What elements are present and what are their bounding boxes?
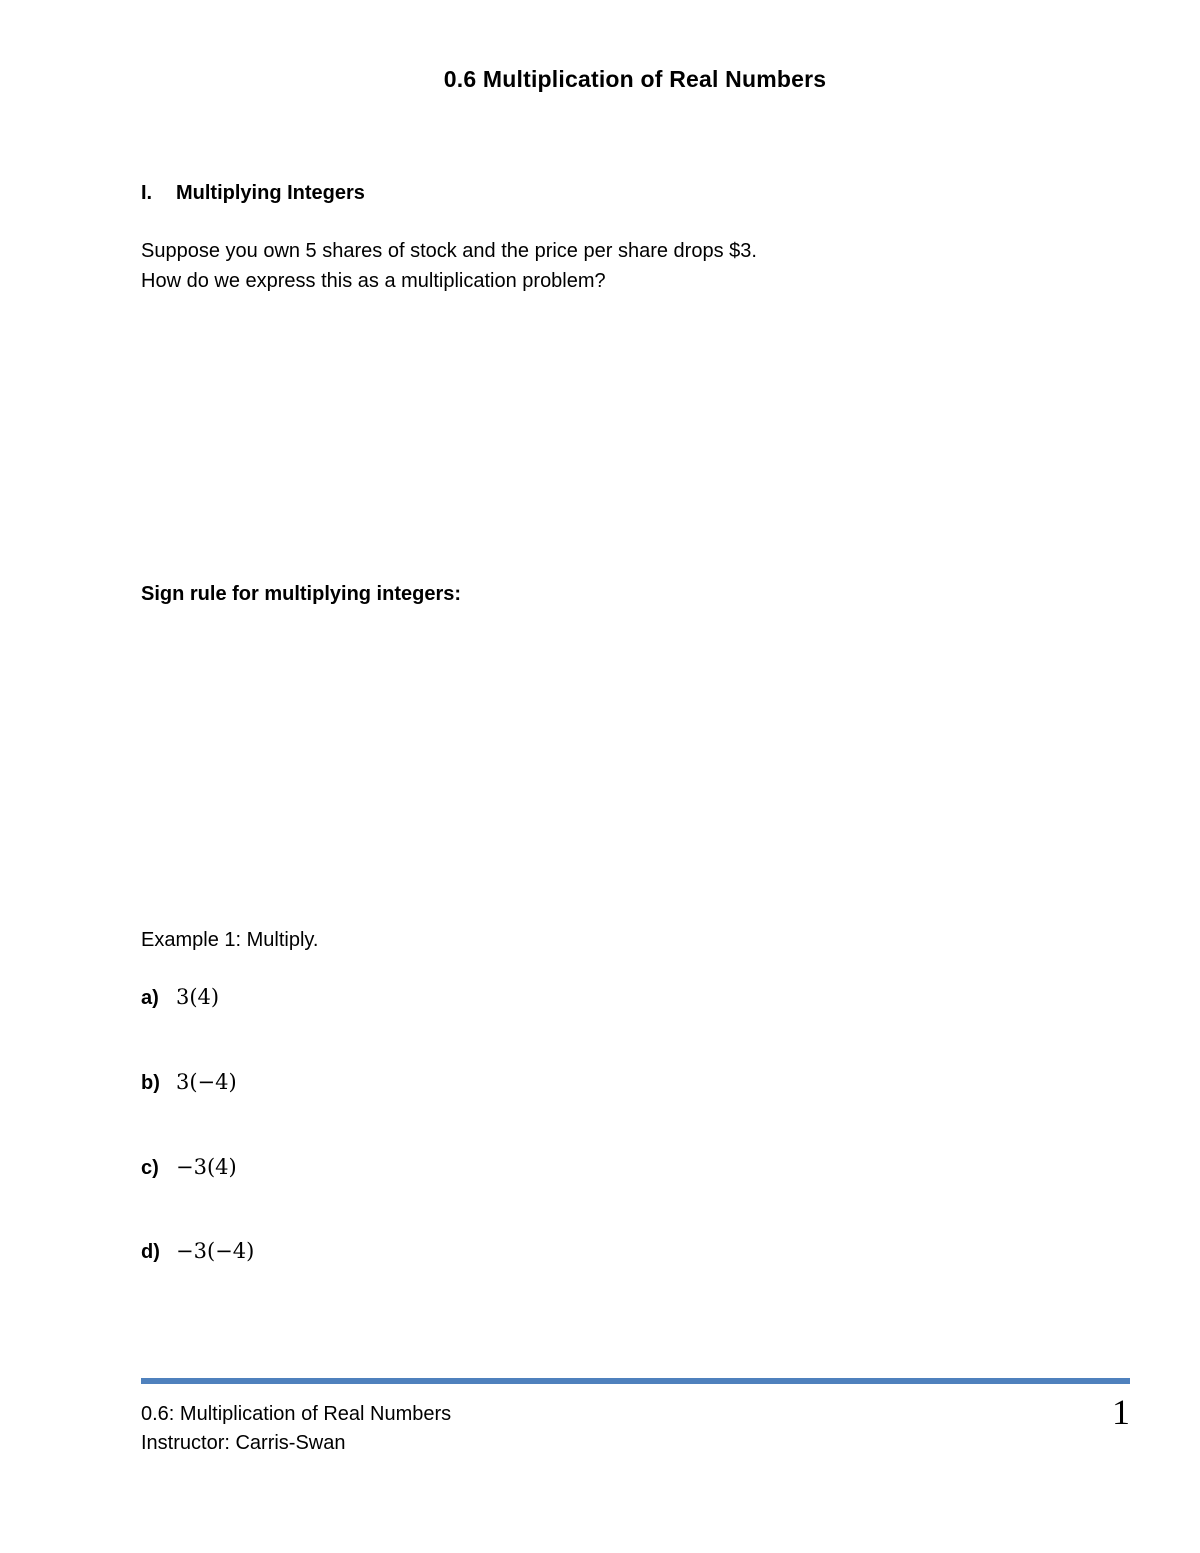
sign-rule-heading: Sign rule for multiplying integers: <box>141 583 462 605</box>
problem-label: c) <box>141 1157 159 1179</box>
problem-label: d) <box>141 1241 160 1263</box>
problem-c <box>141 1153 237 1182</box>
example-heading: Example 1: Multiply. <box>141 929 319 951</box>
problem-label: b) <box>141 1072 160 1094</box>
page-number: 1 <box>1112 1392 1130 1432</box>
footer-course-title: 0.6: Multiplication of Real Numbers <box>141 1403 452 1425</box>
problem-d <box>141 1237 254 1266</box>
problem-label: a) <box>141 987 159 1009</box>
problem-expression: −3(4) <box>176 1155 237 1179</box>
problem-expression: 3(4) <box>176 985 220 1009</box>
section-heading <box>141 180 365 206</box>
page-title: 0.6 Multiplication of Real Numbers <box>443 66 827 92</box>
problem-expression: −3(−4) <box>176 1239 255 1263</box>
section-heading-text: Multiplying Integers <box>176 182 365 204</box>
problem-a <box>141 983 219 1012</box>
problem-expression: 3(−4) <box>176 1070 237 1094</box>
footer-instructor: Instructor: Carris-Swan <box>141 1432 346 1454</box>
section-numeral: I. <box>141 182 153 204</box>
problem-b <box>141 1068 237 1097</box>
intro-line: Suppose you own 5 shares of stock and the price per share drops $3. <box>141 240 757 262</box>
footer-text <box>141 1400 451 1458</box>
intro-paragraph <box>141 236 757 296</box>
footer-divider <box>141 1378 1130 1384</box>
intro-line: How do we express this as a multiplication problem? <box>141 270 606 292</box>
